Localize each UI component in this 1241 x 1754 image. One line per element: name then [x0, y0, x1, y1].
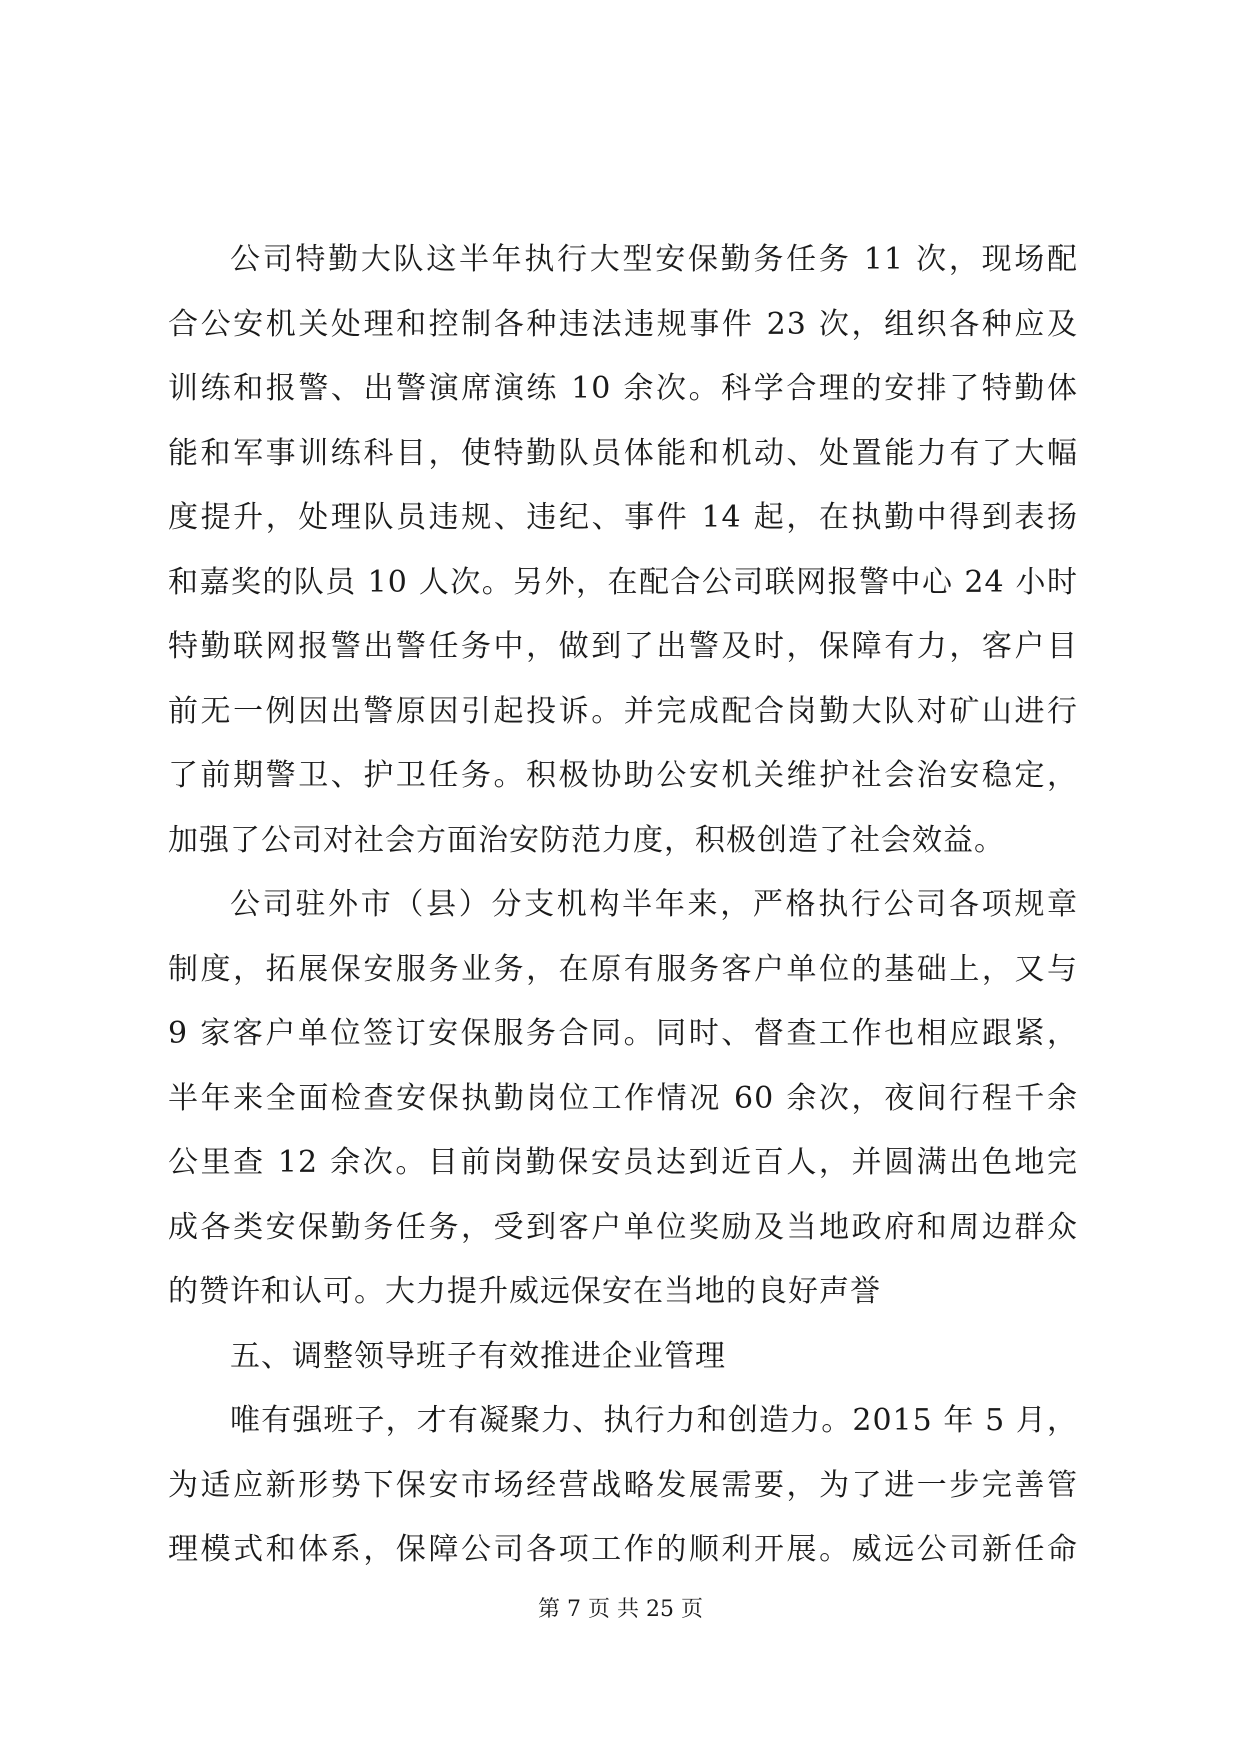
section-heading: 五、调整领导班子有效推进企业管理 [230, 1338, 726, 1374]
paragraph-line: 公里查 12 余次。目前岗勤保安员达到近百人，并圆满出色地完 [168, 1145, 1078, 1180]
paragraph-line: 唯有强班子，才有凝聚力、执行力和创造力。2015 年 5 月， [230, 1403, 1078, 1438]
paragraph-line: 公司特勤大队这半年执行大型安保勤务任务 11 次，现场配 [230, 242, 1078, 277]
paragraph-line: 公司驻外市（县）分支机构半年来，严格执行公司各项规章 [230, 887, 1078, 922]
paragraph-line: 和嘉奖的队员 10 人次。另外，在配合公司联网报警中心 24 小时 [168, 564, 1078, 600]
paragraph-line: 加强了公司对社会方面治安防范力度，积极创造了社会效益。 [168, 822, 1005, 858]
paragraph-line: 成各类安保勤务任务，受到客户单位奖励及当地政府和周边群众 [168, 1209, 1078, 1245]
paragraph-line: 半年来全面检查安保执勤岗位工作情况 60 余次，夜间行程千余 [168, 1080, 1078, 1116]
paragraph-line: 理模式和体系，保障公司各项工作的顺利开展。威远公司新任命 [168, 1532, 1078, 1567]
paragraph-line: 9 家客户单位签订安保服务合同。同时、督查工作也相应跟紧， [168, 1016, 1078, 1051]
paragraph-line: 度提升，处理队员违规、违纪、事件 14 起，在执勤中得到表扬 [168, 500, 1078, 535]
body-text [168, 228, 1078, 1583]
paragraph-line: 特勤联网报警出警任务中，做到了出警及时，保障有力，客户目 [168, 629, 1078, 664]
paragraph-line: 为适应新形势下保安市场经营战略发展需要，为了进一步完善管 [168, 1467, 1078, 1503]
paragraph-line: 了前期警卫、护卫任务。积极协助公安机关维护社会治安稳定， [168, 758, 1078, 793]
paragraph-line: 合公安机关处理和控制各种违法违规事件 23 次，组织各种应及 [168, 306, 1078, 342]
paragraph-line: 的赞许和认可。大力提升威远保安在当地的良好声誉 [168, 1274, 881, 1309]
paragraph-line: 能和军事训练科目，使特勤队员体能和机动、处置能力有了大幅 [168, 435, 1078, 471]
paragraph-line: 训练和报警、出警演席演练 10 余次。科学合理的安排了特勤体 [168, 371, 1078, 406]
page-number-footer: 第 7 页 共 25 页 [538, 1597, 703, 1622]
paragraph-line: 制度，拓展保安服务业务，在原有服务客户单位的基础上，又与 [168, 951, 1078, 987]
paragraph-line: 前无一例因出警原因引起投诉。并完成配合岗勤大队对矿山进行 [168, 693, 1078, 729]
